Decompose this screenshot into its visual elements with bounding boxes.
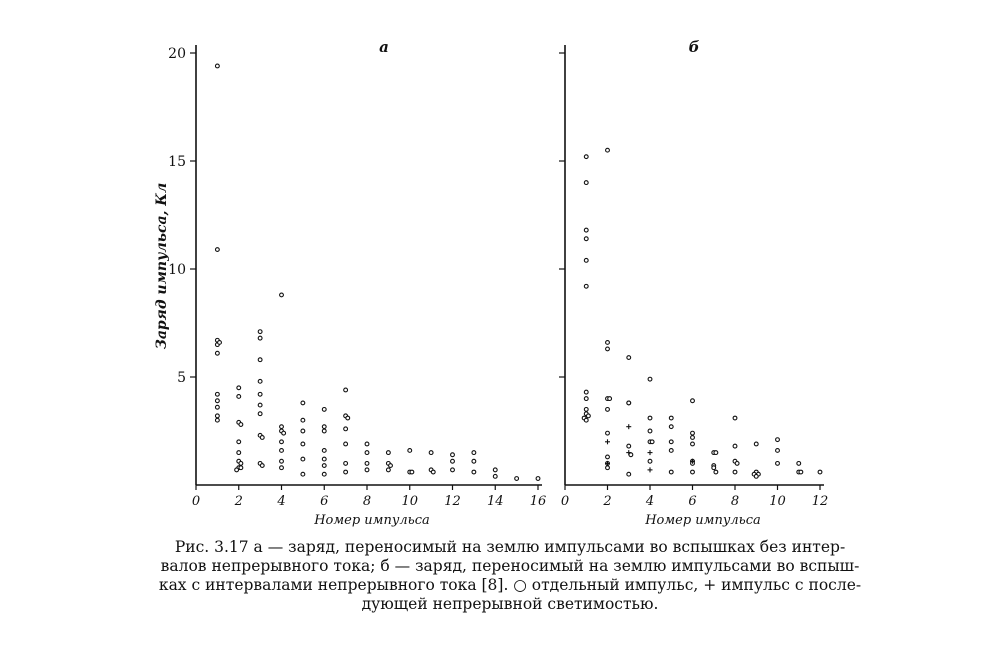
circle-marker xyxy=(714,451,718,455)
circle-marker xyxy=(754,474,758,478)
circle-marker xyxy=(584,408,588,412)
panel-title: а xyxy=(379,38,389,56)
circle-marker xyxy=(584,181,588,185)
x-tick-label: 10 xyxy=(769,494,786,509)
circle-marker xyxy=(584,155,588,159)
circle-marker xyxy=(606,408,610,412)
circle-marker xyxy=(733,416,737,420)
circle-marker xyxy=(669,425,673,429)
circle-marker xyxy=(691,436,695,440)
x-tick-label: 4 xyxy=(277,494,286,509)
circle-marker xyxy=(365,462,369,466)
y-tick-label: 5 xyxy=(177,370,186,386)
circle-marker xyxy=(258,336,262,340)
caption-line-3: ках с интервалами непрерывного тока [8]. ○ отдельный импульс, + импульс с после- xyxy=(158,576,862,594)
circle-marker xyxy=(280,440,284,444)
circle-marker xyxy=(669,440,673,444)
circle-marker xyxy=(536,477,540,481)
x-tick-label: 10 xyxy=(401,494,419,509)
circle-marker xyxy=(451,453,455,457)
circle-marker xyxy=(365,451,369,455)
circle-marker xyxy=(797,462,801,466)
circle-marker xyxy=(258,403,262,407)
y-tick-label: 15 xyxy=(168,154,186,170)
circle-marker xyxy=(627,444,631,448)
circle-marker xyxy=(584,258,588,262)
circle-marker xyxy=(322,472,326,476)
y-axis-label: Заряд импульса, Кл xyxy=(154,182,170,350)
circle-marker xyxy=(322,429,326,433)
circle-marker xyxy=(584,397,588,401)
circle-marker xyxy=(235,468,239,472)
circle-marker xyxy=(260,464,264,468)
circle-marker xyxy=(239,466,243,470)
circle-marker xyxy=(776,462,780,466)
circle-marker xyxy=(691,399,695,403)
y-tick-label: 20 xyxy=(168,46,186,62)
circle-marker xyxy=(301,429,305,433)
circle-marker xyxy=(606,431,610,435)
circle-marker xyxy=(280,425,284,429)
circle-marker xyxy=(260,436,264,440)
x-tick-label: 0 xyxy=(560,494,570,509)
circle-marker xyxy=(650,440,654,444)
circle-marker xyxy=(606,341,610,345)
plus-marker xyxy=(605,461,610,466)
circle-marker xyxy=(344,442,348,446)
circle-marker xyxy=(648,377,652,381)
x-tick-label: 14 xyxy=(486,494,504,509)
circle-marker xyxy=(365,442,369,446)
circle-marker xyxy=(282,431,286,435)
circle-marker xyxy=(218,341,222,345)
circle-marker xyxy=(606,148,610,152)
circle-marker xyxy=(280,293,284,297)
circle-marker xyxy=(493,468,497,472)
circle-marker xyxy=(280,459,284,463)
circle-marker xyxy=(215,392,219,396)
circle-marker xyxy=(346,416,350,420)
circle-marker xyxy=(215,405,219,409)
circle-marker xyxy=(472,459,476,463)
circle-marker xyxy=(606,455,610,459)
circle-marker xyxy=(451,459,455,463)
circle-marker xyxy=(627,401,631,405)
x-axis-label: Номер импульса xyxy=(645,513,761,528)
circle-marker xyxy=(584,418,588,422)
circle-marker xyxy=(691,470,695,474)
circle-marker xyxy=(606,466,610,470)
y-tick-label: 10 xyxy=(168,262,186,278)
circle-marker xyxy=(648,459,652,463)
circle-marker xyxy=(258,392,262,396)
circle-marker xyxy=(322,457,326,461)
circle-marker xyxy=(344,470,348,474)
circle-marker xyxy=(344,427,348,431)
circle-marker xyxy=(386,451,390,455)
circle-marker xyxy=(237,451,241,455)
circle-marker xyxy=(669,449,673,453)
circle-marker xyxy=(389,464,393,468)
circle-marker xyxy=(322,408,326,412)
panel-b-scatter-plot xyxy=(559,38,828,528)
x-tick-label: 8 xyxy=(362,494,372,509)
circle-marker xyxy=(584,284,588,288)
circle-marker xyxy=(322,449,326,453)
circle-marker xyxy=(344,462,348,466)
circle-marker xyxy=(648,416,652,420)
circle-marker xyxy=(691,442,695,446)
figure-caption xyxy=(150,538,870,614)
caption-line-2: валов непрерывного тока; б — заряд, переносимый на землю импульсами во вспыш- xyxy=(160,557,860,575)
circle-marker xyxy=(322,464,326,468)
circle-marker xyxy=(280,466,284,470)
plus-marker xyxy=(605,439,610,444)
circle-marker xyxy=(799,470,803,474)
panel-a-scatter-plot xyxy=(154,38,546,528)
x-tick-label: 12 xyxy=(444,494,461,509)
circle-marker xyxy=(408,449,412,453)
circle-marker xyxy=(237,440,241,444)
panel-title: б xyxy=(688,38,700,56)
circle-marker xyxy=(280,449,284,453)
circle-marker xyxy=(776,438,780,442)
circle-marker xyxy=(608,397,612,401)
circle-marker xyxy=(451,468,455,472)
circle-marker xyxy=(344,388,348,392)
circle-marker xyxy=(258,358,262,362)
circle-marker xyxy=(239,423,243,427)
circle-marker xyxy=(215,351,219,355)
circle-marker xyxy=(410,470,414,474)
x-tick-label: 2 xyxy=(234,494,243,509)
x-tick-label: 2 xyxy=(603,494,612,509)
caption-line-1: Рис. 3.17 а — заряд, переносимый на землю импульсами во вспышках без интер- xyxy=(174,538,846,556)
circle-marker xyxy=(215,64,219,68)
plus-marker xyxy=(626,424,631,429)
circle-marker xyxy=(733,444,737,448)
circle-marker xyxy=(714,470,718,474)
circle-marker xyxy=(215,399,219,403)
x-axis-label: Номер импульса xyxy=(314,513,430,528)
circle-marker xyxy=(733,470,737,474)
circle-marker xyxy=(215,248,219,252)
circle-marker xyxy=(431,470,435,474)
caption-line-4: дующей непрерывной светимостью. xyxy=(361,595,659,613)
circle-marker xyxy=(472,470,476,474)
plus-marker xyxy=(648,467,653,472)
circle-marker xyxy=(301,401,305,405)
x-tick-label: 6 xyxy=(320,494,329,509)
circle-marker xyxy=(322,425,326,429)
circle-marker xyxy=(669,416,673,420)
circle-marker xyxy=(239,462,243,466)
circle-marker xyxy=(606,347,610,351)
circle-marker xyxy=(386,468,390,472)
circle-marker xyxy=(429,451,433,455)
plus-marker xyxy=(648,450,653,455)
circle-marker xyxy=(258,379,262,383)
x-tick-label: 12 xyxy=(811,494,829,509)
circle-marker xyxy=(629,453,633,457)
circle-marker xyxy=(584,390,588,394)
circle-marker xyxy=(691,431,695,435)
circle-marker xyxy=(584,237,588,241)
circle-marker xyxy=(584,228,588,232)
circle-marker xyxy=(215,414,219,418)
circle-marker xyxy=(365,468,369,472)
circle-marker xyxy=(515,477,519,481)
circle-marker xyxy=(215,418,219,422)
circle-marker xyxy=(301,418,305,422)
x-tick-label: 4 xyxy=(645,494,655,509)
circle-marker xyxy=(258,330,262,334)
circle-marker xyxy=(818,470,822,474)
circle-marker xyxy=(493,474,497,478)
circle-marker xyxy=(301,472,305,476)
circle-marker xyxy=(237,386,241,390)
circle-marker xyxy=(301,442,305,446)
circle-marker xyxy=(754,442,758,446)
circle-marker xyxy=(712,466,716,470)
circle-marker xyxy=(735,462,739,466)
circle-marker xyxy=(258,412,262,416)
circle-marker xyxy=(648,429,652,433)
circle-marker xyxy=(627,356,631,360)
x-tick-label: 16 xyxy=(529,494,547,509)
circle-marker xyxy=(301,457,305,461)
x-tick-label: 8 xyxy=(730,494,740,509)
circle-marker xyxy=(586,414,590,418)
circle-marker xyxy=(237,395,241,399)
circle-marker xyxy=(669,470,673,474)
x-tick-label: 6 xyxy=(688,494,697,509)
x-tick-label: 0 xyxy=(191,494,201,509)
circle-marker xyxy=(627,472,631,476)
circle-marker xyxy=(472,451,476,455)
circle-marker xyxy=(776,449,780,453)
